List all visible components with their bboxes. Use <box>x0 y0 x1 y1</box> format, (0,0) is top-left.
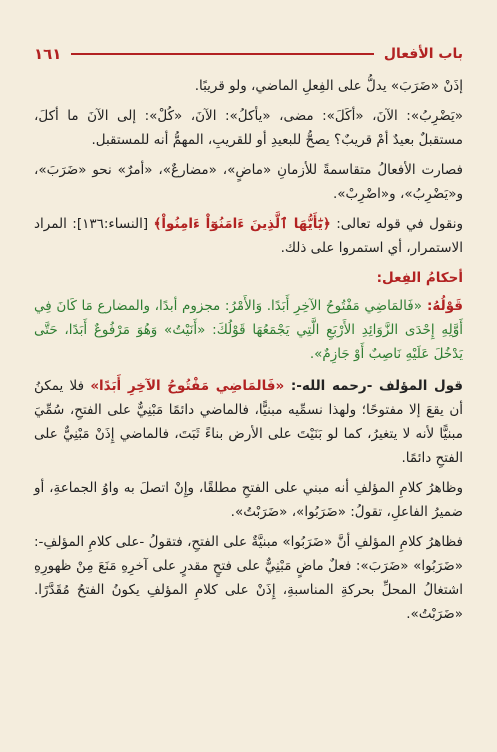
chapter-title: باب الأفعال <box>383 46 463 62</box>
paragraph-5-rest: فلا يمكنُ أن يقعَ إلا مفتوحًا؛ ولهذا نسمِّيه مبنيًّا، فالماضي دائمًا مَبْنِيٌّ على الفتحِ، سُمِّيَ مبنيًّا لأنه لا يتغيرُ، كما لو بَنَيْتَ على الأرض بناءً ثَبَتَ، فالماضي إِذَنْ مَبْنِيٌّ على الفتحِ دائمًا. <box>34 378 463 466</box>
paragraph-4-rest: : المراد الاستمرار، أي استمروا على ذلك. <box>34 216 463 256</box>
paragraph-3: فصارت الأفعالُ متقاسمةً للأزمانِ «ماضٍ»، «مضارعٌ»، «أمرٌ» نحو «ضَرَبَ»، و«يَضْرِبُ»، و«اضْرِبْ». <box>34 162 463 202</box>
paragraph-5-label: قول المؤلف -رحمه الله-: <box>284 378 463 394</box>
quran-verse: ﴿يَٰٓأَيُّهَا ٱلَّذِينَ ءَامَنُوٓاْ ءَامِنُواْ﴾ <box>153 216 331 232</box>
paragraph-4 <box>34 212 463 260</box>
page-body <box>34 74 463 632</box>
matn-quote: «فَالمَاضِي مَفْتُوحُ الآخِرِ أَبَدًا. وَالأَمْرُ: مجزوم أبدًا، والمضارع مَا كَانَ فِي أَوَّلِهِ إِحْدَى الزَّوَائِدِ الأَرْبَعِ الَّتِي يَجْمَعُهَا قَوْلُكَ: «أَنَيْتُ» وَهُوَ مَرْفُوعٌ أَبَدًا، حَتَّى يَدْخُلَ عَلَيْهِ نَاصِبٌ أَوْ جَازِمٌ». <box>34 298 463 362</box>
paragraph-4-intro: ونقول في قوله تعالى: <box>330 216 463 232</box>
paragraph-7: فظاهرُ كلامِ المؤلفِ أنَّ «ضَرَبُوا» مبنيَّةٌ على الفتحِ، فتقولُ -على كلامِ المؤلفِ-: «ضَرَبُوا» «ضَرَبَ»: فعلٌ ماضٍ مَبْنِيٌّ على فتحٍ مقدرٍ على آخرِهِ مَنَعَ مِنْ ظهورِهِ اشتغالُ المحلِّ بحركةِ المناسبةِ، إِذَنْ على كلامِ المؤلفِ يكونُ الفتحُ مُقَدَّرًا. «ضَرَبْتُ». <box>34 534 463 622</box>
verse-reference: [النساء:١٣٦] <box>76 216 154 232</box>
header-rule <box>71 53 373 55</box>
matn-text <box>34 294 463 366</box>
page-header <box>34 42 463 66</box>
paragraph-5-quote: «فَالمَاضِي مَفْتُوحُ الآخِرِ أَبَدًا» <box>90 378 285 394</box>
matn-label: قَوْلُهُ: <box>421 298 463 314</box>
paragraph-2: «يَضْرِبُ»: الآنَ، «أكَلَ»: مضى، «يأكلُ»: الآنَ، «كُلْ»: إلى الآنَ ما أكلَ، مستقبلٌ بعيدٌ أمْ قريبٌ؟ يصحُّ للبعيدِ أو للقريبِ، المهمُّ أنه للمستقبل. <box>34 108 463 148</box>
paragraph-1: إذَنْ «ضَرَبَ» يدلُّ على الفِعلِ الماضي، ولو قريبًا. <box>194 78 463 94</box>
section-heading: أحكامُ الفِعل: <box>376 270 463 286</box>
paragraph-6: وظاهرُ كلامِ المؤلفِ أنه مبني على الفتحِ مطلقًا، وإِنْ اتصلَ به واوُ الجماعةِ، أو ضميرُ الفاعلِ، تقولُ: «ضَرَبُوا»، «ضَرَبْتُ». <box>34 480 463 520</box>
paragraph-5 <box>34 374 463 470</box>
page-number: ١٦١ <box>34 45 62 63</box>
